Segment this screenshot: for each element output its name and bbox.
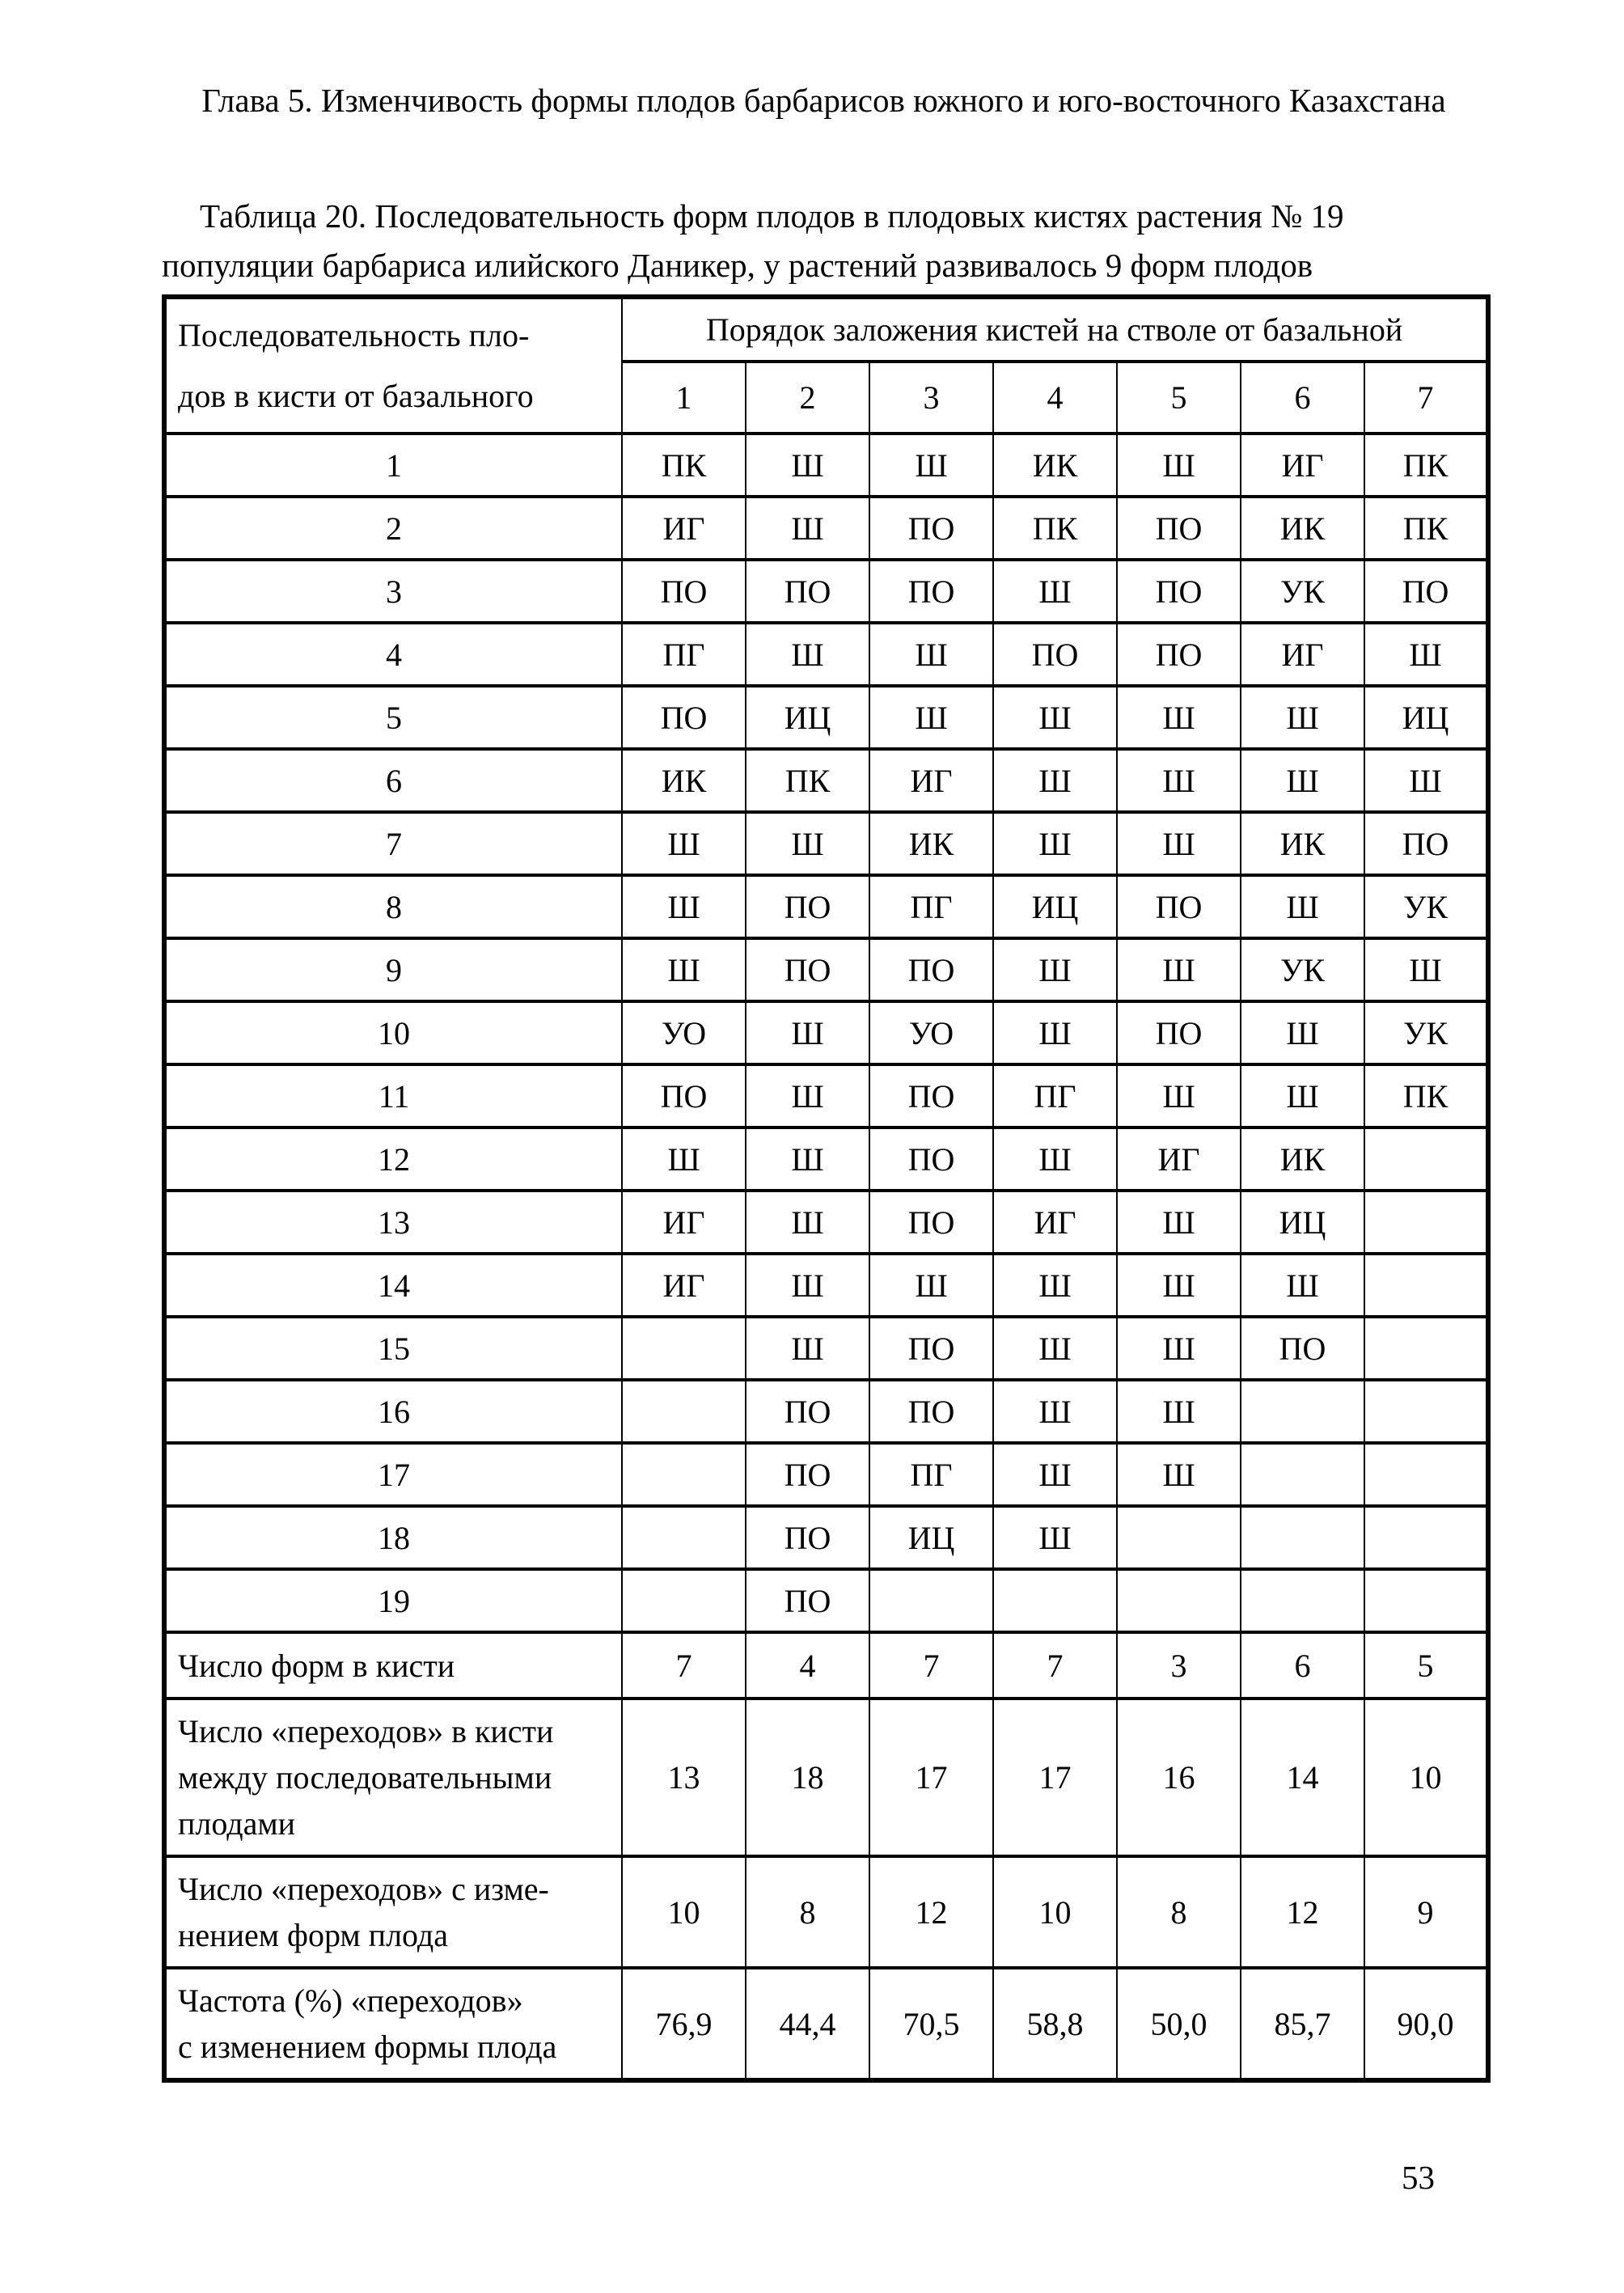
fruit-form-cell: ИГ xyxy=(622,1191,746,1254)
table-row xyxy=(164,1380,1488,1443)
fruit-form-cell: ПО xyxy=(869,560,993,623)
fruit-form-cell xyxy=(1364,1254,1488,1317)
table-row xyxy=(164,560,1488,623)
fruit-form-cell xyxy=(1364,1380,1488,1443)
summary-value-cell: 7 xyxy=(869,1632,993,1699)
summary-value-cell: 7 xyxy=(622,1632,746,1699)
table-row xyxy=(164,1001,1488,1064)
fruit-form-cell: ИГ xyxy=(993,1191,1117,1254)
table-row xyxy=(164,1127,1488,1191)
fruit-form-cell: Ш xyxy=(1117,686,1241,749)
fruit-form-cell: Ш xyxy=(1364,623,1488,686)
fruit-form-cell: Ш xyxy=(746,1191,869,1254)
row-number: 7 xyxy=(164,812,622,875)
chapter-header: Глава 5. Изменчивость формы плодов барбарисов южного и юго-восточного Казахстана xyxy=(201,82,1446,119)
summary-label xyxy=(164,1632,622,1699)
row-number: 3 xyxy=(164,560,622,623)
table-row xyxy=(164,1506,1488,1569)
table-row xyxy=(164,623,1488,686)
fruit-form-cell: ПО xyxy=(869,1191,993,1254)
row-number: 17 xyxy=(164,1443,622,1506)
column-number-5: 5 xyxy=(1117,362,1241,434)
fruit-form-cell: УО xyxy=(869,1001,993,1064)
table-row xyxy=(164,497,1488,560)
fruit-form-cell: УК xyxy=(1364,1001,1488,1064)
fruit-form-cell: Ш xyxy=(622,812,746,875)
summary-value-cell: 85,7 xyxy=(1241,1968,1364,2080)
fruit-form-cell: Ш xyxy=(1117,1380,1241,1443)
fruit-form-cell: Ш xyxy=(1241,686,1364,749)
summary-label xyxy=(164,1968,622,2080)
fruit-form-cell xyxy=(622,1569,746,1632)
fruit-form-cell: ИК xyxy=(869,812,993,875)
summary-value-cell: 12 xyxy=(869,1856,993,1968)
row-number: 12 xyxy=(164,1127,622,1191)
fruit-form-cell xyxy=(869,1569,993,1632)
fruit-form-cell: Ш xyxy=(1117,938,1241,1001)
fruit-form-cell: ИЦ xyxy=(1241,1191,1364,1254)
row-number: 15 xyxy=(164,1317,622,1380)
fruit-form-cell: ИЦ xyxy=(746,686,869,749)
summary-label-line: между последовательными xyxy=(178,1759,552,1796)
table-row xyxy=(164,434,1488,497)
fruit-form-cell: Ш xyxy=(746,1317,869,1380)
fruit-form-cell: Ш xyxy=(1364,938,1488,1001)
fruit-form-cell: ПО xyxy=(1117,875,1241,938)
fruit-form-cell xyxy=(1364,1127,1488,1191)
fruit-form-cell: ПГ xyxy=(993,1064,1117,1127)
fruit-form-cell: Ш xyxy=(746,623,869,686)
table-row xyxy=(164,686,1488,749)
summary-label xyxy=(164,1699,622,1856)
fruit-form-cell: Ш xyxy=(746,1127,869,1191)
fruit-form-cell xyxy=(993,1569,1117,1632)
fruit-form-cell: УК xyxy=(1241,560,1364,623)
fruit-form-cell: Ш xyxy=(993,1254,1117,1317)
fruit-form-cell: Ш xyxy=(1117,1064,1241,1127)
table-caption xyxy=(162,192,1486,290)
row-number: 19 xyxy=(164,1569,622,1632)
row-number: 5 xyxy=(164,686,622,749)
fruit-form-cell: ПК xyxy=(622,434,746,497)
fruit-form-cell: Ш xyxy=(993,749,1117,812)
fruit-form-cell: ИГ xyxy=(622,497,746,560)
summary-value-cell: 90,0 xyxy=(1364,1968,1488,2080)
page-content xyxy=(162,0,1486,2083)
summary-label-line: с изменением формы плода xyxy=(178,2029,557,2065)
table-header-row-top xyxy=(164,297,1488,362)
table-row xyxy=(164,1569,1488,1632)
fruit-form-cell: ИК xyxy=(1241,497,1364,560)
summary-value-cell: 17 xyxy=(993,1699,1117,1856)
summary-value-cell: 8 xyxy=(746,1856,869,1968)
fruit-form-cell xyxy=(1364,1191,1488,1254)
fruit-form-cell: Ш xyxy=(993,938,1117,1001)
fruit-form-cell: ПО xyxy=(1364,560,1488,623)
fruit-form-cell xyxy=(1364,1317,1488,1380)
row-number: 11 xyxy=(164,1064,622,1127)
fruit-form-cell: ПК xyxy=(1364,1064,1488,1127)
fruit-form-cell: ИЦ xyxy=(1364,686,1488,749)
summary-label-line: Число «переходов» в кисти xyxy=(178,1713,554,1749)
summary-value-cell: 70,5 xyxy=(869,1968,993,2080)
summary-value-cell: 10 xyxy=(1364,1699,1488,1856)
fruit-form-cell: ПО xyxy=(1117,623,1241,686)
fruit-form-cell: Ш xyxy=(746,812,869,875)
fruit-form-cell: ПО xyxy=(746,1380,869,1443)
summary-label xyxy=(164,1856,622,1968)
row-number: 14 xyxy=(164,1254,622,1317)
row-number: 1 xyxy=(164,434,622,497)
row-header-title xyxy=(164,297,622,434)
table-row xyxy=(164,749,1488,812)
fruit-form-cell: Ш xyxy=(1241,1064,1364,1127)
fruit-form-cell: Ш xyxy=(746,1001,869,1064)
fruit-form-cell: ПО xyxy=(622,560,746,623)
fruit-form-cell: Ш xyxy=(1117,812,1241,875)
fruit-form-cell: Ш xyxy=(993,560,1117,623)
fruit-form-cell: ПО xyxy=(869,1317,993,1380)
table-row xyxy=(164,1317,1488,1380)
summary-value-cell: 13 xyxy=(622,1699,746,1856)
column-number-4: 4 xyxy=(993,362,1117,434)
table-row xyxy=(164,938,1488,1001)
summary-value-cell: 5 xyxy=(1364,1632,1488,1699)
fruit-form-cell: УК xyxy=(1364,875,1488,938)
fruit-form-cell: ПГ xyxy=(622,623,746,686)
fruit-form-cell: Ш xyxy=(746,434,869,497)
fruit-form-cell: ПО xyxy=(1117,560,1241,623)
summary-value-cell: 12 xyxy=(1241,1856,1364,1968)
fruit-form-cell: Ш xyxy=(993,1443,1117,1506)
fruit-form-cell: Ш xyxy=(1241,875,1364,938)
summary-row xyxy=(164,1968,1488,2080)
fruit-form-cell xyxy=(1364,1506,1488,1569)
fruit-form-cell: Ш xyxy=(1241,1254,1364,1317)
summary-value-cell: 4 xyxy=(746,1632,869,1699)
fruit-form-cell: Ш xyxy=(1364,749,1488,812)
fruit-form-cell: ПК xyxy=(1364,497,1488,560)
fruit-form-cell: Ш xyxy=(746,1064,869,1127)
column-group-header: Порядок заложения кистей на стволе от базальной xyxy=(622,297,1488,362)
summary-value-cell: 76,9 xyxy=(622,1968,746,2080)
fruit-form-cell xyxy=(1241,1443,1364,1506)
fruit-form-cell xyxy=(622,1506,746,1569)
table-row xyxy=(164,812,1488,875)
fruit-form-cell: ПО xyxy=(869,1380,993,1443)
fruit-form-cell xyxy=(1364,1569,1488,1632)
summary-value-cell: 8 xyxy=(1117,1856,1241,1968)
summary-label-line: Число «переходов» с изме- xyxy=(178,1871,549,1907)
fruit-form-cell: ПО xyxy=(746,938,869,1001)
fruit-form-cell: ИГ xyxy=(1241,434,1364,497)
summary-label-line: нением форм плода xyxy=(178,1917,448,1953)
summary-label-line: плодами xyxy=(178,1805,296,1842)
fruit-form-cell: ИЦ xyxy=(993,875,1117,938)
fruit-form-cell: ПО xyxy=(746,560,869,623)
fruit-form-cell: УО xyxy=(622,1001,746,1064)
fruit-form-cell: ПГ xyxy=(869,1443,993,1506)
fruit-form-cell: Ш xyxy=(993,686,1117,749)
summary-value-cell: 17 xyxy=(869,1699,993,1856)
table-row xyxy=(164,1191,1488,1254)
fruit-form-cell xyxy=(1364,1443,1488,1506)
fruit-form-cell: Ш xyxy=(1117,434,1241,497)
summary-value-cell: 18 xyxy=(746,1699,869,1856)
fruit-form-cell xyxy=(1241,1569,1364,1632)
fruit-form-cell: Ш xyxy=(869,434,993,497)
summary-value-cell: 44,4 xyxy=(746,1968,869,2080)
row-number: 13 xyxy=(164,1191,622,1254)
fruit-form-cell: ПО xyxy=(869,497,993,560)
fruit-form-cell: Ш xyxy=(993,1506,1117,1569)
summary-row xyxy=(164,1699,1488,1856)
table-row xyxy=(164,1064,1488,1127)
summary-value-cell: 50,0 xyxy=(1117,1968,1241,2080)
fruit-form-cell: Ш xyxy=(869,623,993,686)
column-number-2: 2 xyxy=(746,362,869,434)
table-row xyxy=(164,1254,1488,1317)
fruit-form-cell: ИК xyxy=(622,749,746,812)
summary-value-cell: 58,8 xyxy=(993,1968,1117,2080)
fruit-form-cell xyxy=(1241,1506,1364,1569)
row-number: 2 xyxy=(164,497,622,560)
fruit-form-cell: ПО xyxy=(746,1443,869,1506)
fruit-form-cell xyxy=(622,1317,746,1380)
fruit-form-cell: Ш xyxy=(746,1254,869,1317)
fruit-form-cell: Ш xyxy=(993,1001,1117,1064)
row-number: 8 xyxy=(164,875,622,938)
fruit-form-cell xyxy=(622,1443,746,1506)
fruit-form-cell: Ш xyxy=(993,1380,1117,1443)
fruit-form-cell: ИГ xyxy=(622,1254,746,1317)
fruit-form-cell: ИК xyxy=(993,434,1117,497)
fruit-form-cell: Ш xyxy=(993,812,1117,875)
summary-row xyxy=(164,1632,1488,1699)
fruit-form-cell: Ш xyxy=(993,1127,1117,1191)
row-number: 9 xyxy=(164,938,622,1001)
fruit-form-cell: ПО xyxy=(622,1064,746,1127)
fruit-form-cell: Ш xyxy=(1117,1317,1241,1380)
column-number-6: 6 xyxy=(1241,362,1364,434)
fruit-form-cell: Ш xyxy=(1117,1254,1241,1317)
summary-row xyxy=(164,1856,1488,1968)
fruit-form-cell: ПО xyxy=(746,1506,869,1569)
fruit-form-cell: ИК xyxy=(1241,812,1364,875)
summary-value-cell: 7 xyxy=(993,1632,1117,1699)
fruit-form-cell xyxy=(1117,1506,1241,1569)
fruit-form-cell xyxy=(1241,1380,1364,1443)
table-row xyxy=(164,875,1488,938)
summary-value-cell: 6 xyxy=(1241,1632,1364,1699)
fruit-form-cell: ИК xyxy=(1241,1127,1364,1191)
fruit-form-cell: Ш xyxy=(1241,749,1364,812)
fruit-form-cell: ПО xyxy=(869,1127,993,1191)
fruit-form-cell: Ш xyxy=(622,875,746,938)
fruit-form-cell: ПГ xyxy=(869,875,993,938)
fruit-form-cell: УК xyxy=(1241,938,1364,1001)
summary-value-cell: 14 xyxy=(1241,1699,1364,1856)
fruit-form-cell: Ш xyxy=(1117,1443,1241,1506)
fruit-form-cell: ПО xyxy=(993,623,1117,686)
fruit-form-cell: Ш xyxy=(746,497,869,560)
fruit-form-cell: ПК xyxy=(746,749,869,812)
fruit-form-cell: ПК xyxy=(993,497,1117,560)
summary-label-line: Число форм в кисти xyxy=(178,1647,455,1684)
row-number: 18 xyxy=(164,1506,622,1569)
fruit-form-cell: ПО xyxy=(746,1569,869,1632)
row-number: 4 xyxy=(164,623,622,686)
fruit-form-cell: ПО xyxy=(746,875,869,938)
fruit-form-cell: ПО xyxy=(1117,1001,1241,1064)
summary-value-cell: 10 xyxy=(622,1856,746,1968)
page-number: 53 xyxy=(1402,2159,1435,2196)
fruit-form-cell: ПО xyxy=(1364,812,1488,875)
table-caption-line-2: популяции барбариса илийского Даникер, у растений развивалось 9 форм плодов xyxy=(162,247,1313,284)
summary-value-cell: 9 xyxy=(1364,1856,1488,1968)
table-caption-line-1: Таблица 20. Последовательность форм плодов в плодовых кистях растения № 19 xyxy=(200,197,1344,235)
row-number: 16 xyxy=(164,1380,622,1443)
fruit-form-cell: ИГ xyxy=(1241,623,1364,686)
fruit-forms-table xyxy=(162,294,1491,2083)
row-header-title-line-1: Последовательность пло- xyxy=(178,317,530,353)
fruit-form-cell: Ш xyxy=(622,1127,746,1191)
column-number-1: 1 xyxy=(622,362,746,434)
fruit-form-cell: Ш xyxy=(1241,1001,1364,1064)
fruit-form-cell: Ш xyxy=(1117,1191,1241,1254)
summary-value-cell: 10 xyxy=(993,1856,1117,1968)
row-number: 6 xyxy=(164,749,622,812)
summary-value-cell: 16 xyxy=(1117,1699,1241,1856)
fruit-form-cell: ПО xyxy=(869,938,993,1001)
fruit-form-cell: ИГ xyxy=(1117,1127,1241,1191)
fruit-form-cell: ПО xyxy=(1117,497,1241,560)
fruit-form-cell: ИЦ xyxy=(869,1506,993,1569)
fruit-form-cell: Ш xyxy=(622,938,746,1001)
fruit-form-cell: ПО xyxy=(622,686,746,749)
fruit-form-cell xyxy=(1117,1569,1241,1632)
fruit-form-cell: Ш xyxy=(869,1254,993,1317)
table-body xyxy=(164,434,1488,2080)
table-row xyxy=(164,1443,1488,1506)
fruit-form-cell: ИГ xyxy=(869,749,993,812)
fruit-form-cell: ПК xyxy=(1364,434,1488,497)
fruit-form-cell xyxy=(622,1380,746,1443)
row-header-title-line-2: дов в кисти от базального xyxy=(178,378,534,414)
row-number: 10 xyxy=(164,1001,622,1064)
fruit-form-cell: Ш xyxy=(869,686,993,749)
column-number-3: 3 xyxy=(869,362,993,434)
fruit-form-cell: ПО xyxy=(869,1064,993,1127)
fruit-form-cell: Ш xyxy=(993,1317,1117,1380)
summary-value-cell: 3 xyxy=(1117,1632,1241,1699)
summary-label-line: Частота (%) «переходов» xyxy=(178,1982,523,2019)
fruit-form-cell: ПО xyxy=(1241,1317,1364,1380)
column-number-7: 7 xyxy=(1364,362,1488,434)
fruit-form-cell: Ш xyxy=(1117,749,1241,812)
